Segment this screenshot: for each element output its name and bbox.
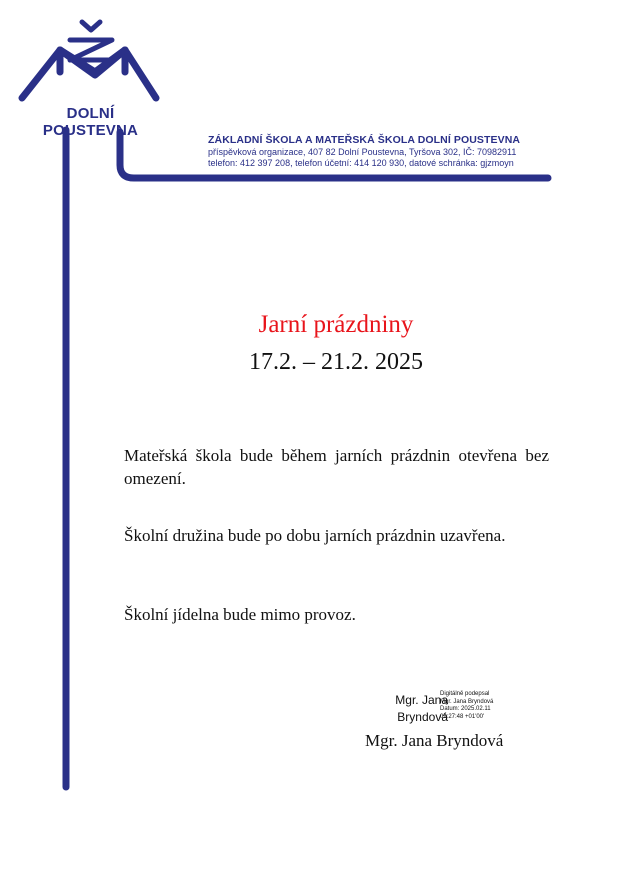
paragraph-kindergarten: Mateřská škola bude během jarních prázdnin otevřena bez omezení. xyxy=(124,446,549,488)
notice-title: Jarní prázdniny xyxy=(258,311,414,338)
school-title: ZÁKLADNÍ ŠKOLA A MATEŘSKÁ ŠKOLA DOLNÍ POUSTEVNA xyxy=(208,134,521,146)
paragraph-after-school-club: Školní družina bude po dobu jarních prázdnin uzavřena. xyxy=(124,526,506,545)
paragraph-canteen: Školní jídelna bude mimo provoz. xyxy=(124,605,356,624)
digital-signature-name: Mgr. Jana Bryndová xyxy=(395,693,448,724)
letterhead-header xyxy=(208,133,568,169)
notice-dates: 17.2. – 21.2. 2025 xyxy=(249,349,423,375)
school-address: příspěvková organizace, 407 82 Dolní Poustevna, Tyršova 302, IČ: 70982911 xyxy=(208,147,517,157)
logo-text: DOLNÍ POUSTEVNA xyxy=(42,105,139,139)
digital-signature-meta: Digitálně podepsal Mgr. Jana Bryndová Datum: 2025.02.11 09:27:48 +01'00' xyxy=(440,691,494,720)
signer-name: Mgr. Jana Bryndová xyxy=(365,731,504,750)
school-contacts: telefon: 412 397 208, telefon účetní: 414 120 930, datové schránka: gjzmoyn xyxy=(208,158,514,168)
